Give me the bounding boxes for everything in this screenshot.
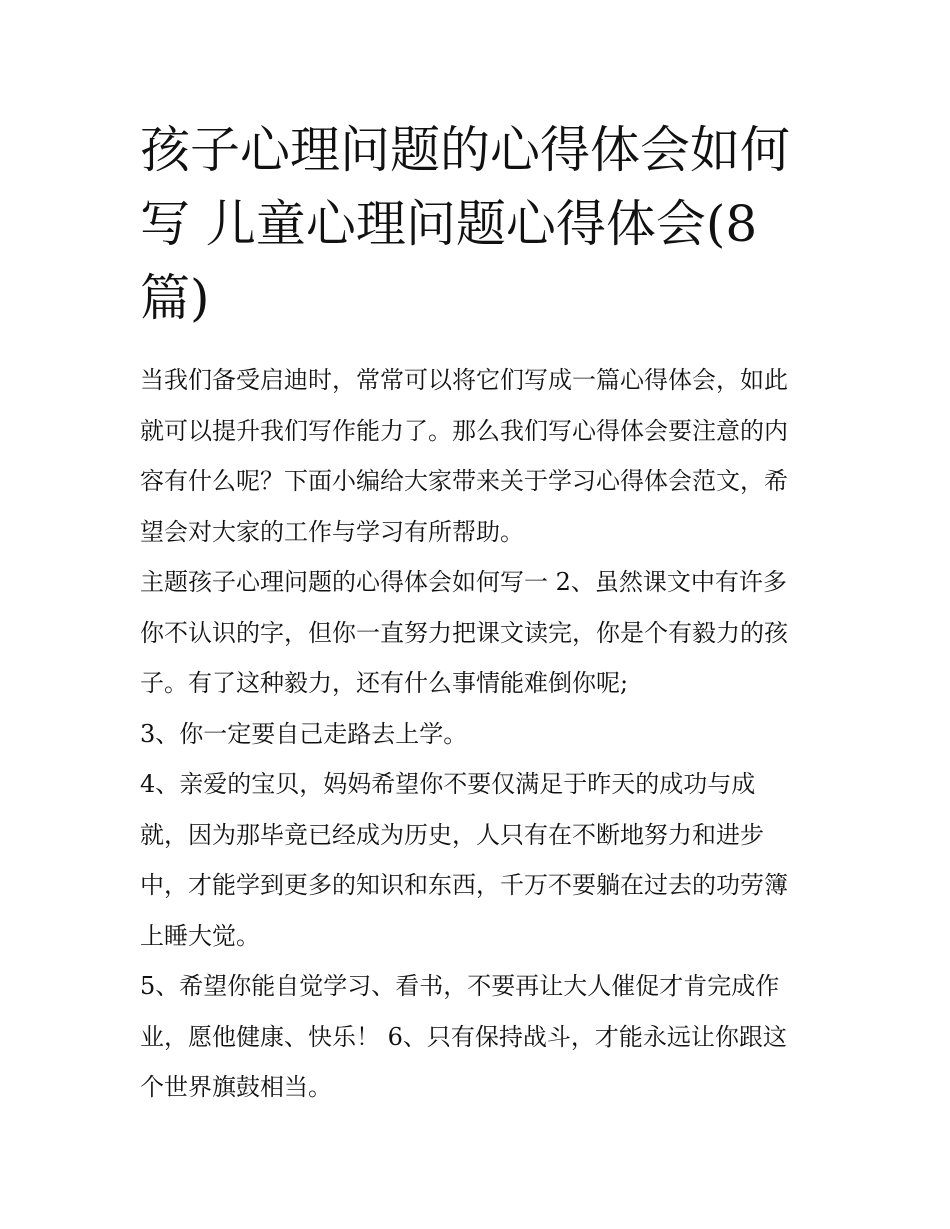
paragraph-item-5 <box>140 961 820 1113</box>
title-line: 写 儿童心理问题心得体会(8 <box>140 195 758 253</box>
text-line: 中，才能学到更多的知识和东西，千万不要躺在过去的功劳簿 <box>140 871 788 899</box>
text-line: 就，因为那毕竟已经成为历史，人只有在不断地努力和进步 <box>140 820 764 849</box>
text-line: 3、你一定要自己走路去上学。 <box>140 719 468 748</box>
paragraph-item-4 <box>140 759 820 961</box>
document-title <box>140 113 810 335</box>
document-body <box>140 355 820 1113</box>
title-line: 孩子心理问题的心得体会如何 <box>140 121 790 179</box>
text-line: 子。有了这种毅力，还有什么事情能难倒你呢; <box>140 669 629 697</box>
text-line: 业，愿他健康、快乐！ 6、只有保持战斗，才能永远让你跟这 <box>140 1022 787 1051</box>
text-line: 望会对大家的工作与学习有所帮助。 <box>140 517 524 546</box>
text-line: 4、亲爱的宝贝，妈妈希望你不要仅满足于昨天的成功与成 <box>140 770 756 798</box>
text-line: 主题孩子心理问题的心得体会如何写一 2、虽然课文中有许多 <box>140 568 787 596</box>
text-line: 当我们备受启迪时，常常可以将它们写成一篇心得体会，如此 <box>140 366 788 394</box>
text-line: 就可以提升我们写作能力了。那么我们写心得体会要注意的内 <box>140 416 788 445</box>
paragraph-item-3 <box>140 709 820 760</box>
title-line: 篇) <box>140 269 210 327</box>
paragraph-item-2 <box>140 557 820 709</box>
text-line: 上睡大觉。 <box>140 921 260 950</box>
text-line: 5、希望你能自觉学习、看书，不要再让大人催促才肯完成作 <box>140 972 780 1000</box>
text-line: 你不认识的字，但你一直努力把课文读完，你是个有毅力的孩 <box>140 618 788 647</box>
text-line: 容有什么呢？下面小编给大家带来关于学习心得体会范文，希 <box>140 467 788 495</box>
text-line: 个世界旗鼓相当。 <box>140 1073 332 1101</box>
intro-paragraph <box>140 355 820 557</box>
